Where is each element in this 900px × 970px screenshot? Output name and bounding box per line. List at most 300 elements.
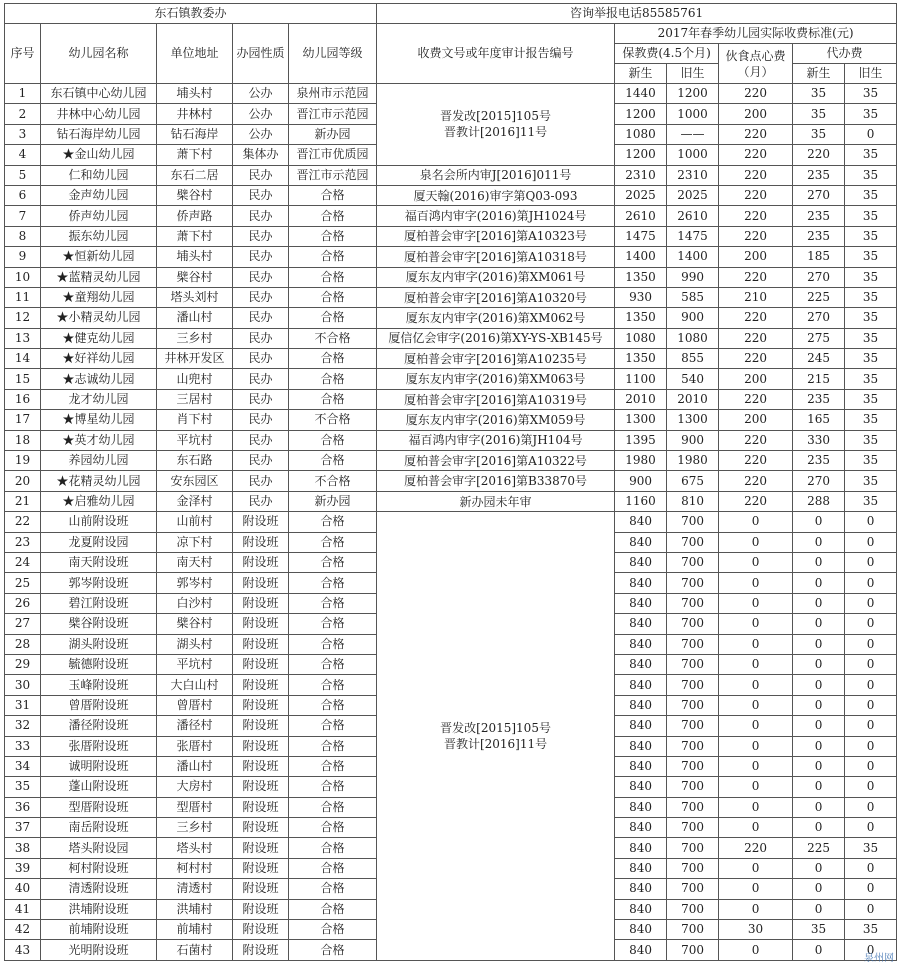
- address: 埔头村: [157, 247, 233, 267]
- row-number: 21: [5, 491, 41, 511]
- fee-document: 厦柏普会审字[2016]第A10322号: [377, 451, 615, 471]
- care-fee-new: 1100: [615, 369, 667, 389]
- care-fee-old: 700: [667, 716, 719, 736]
- meal-fee: 0: [719, 940, 793, 960]
- agent-fee-old: 35: [845, 328, 897, 348]
- agent-fee-new: 270: [793, 267, 845, 287]
- address: 山前村: [157, 512, 233, 532]
- nature: 附设班: [233, 736, 289, 756]
- kindergarten-name: 诚明附设班: [41, 756, 157, 776]
- agent-fee-new: 0: [793, 899, 845, 919]
- care-fee-new: 840: [615, 532, 667, 552]
- agent-fee-new: 215: [793, 369, 845, 389]
- meal-fee: 0: [719, 593, 793, 613]
- agent-fee-new: 35: [793, 920, 845, 940]
- nature: 民办: [233, 185, 289, 205]
- agent-fee-old: 35: [845, 287, 897, 307]
- row-number: 24: [5, 552, 41, 572]
- agent-fee-old: 35: [845, 920, 897, 940]
- row-number: 26: [5, 593, 41, 613]
- meal-fee: 0: [719, 899, 793, 919]
- meal-fee: 0: [719, 797, 793, 817]
- kindergarten-name: 侨声幼儿园: [41, 206, 157, 226]
- address: 三乡村: [157, 818, 233, 838]
- level: 合格: [289, 920, 377, 940]
- address: 白沙村: [157, 593, 233, 613]
- agent-fee-new: 330: [793, 430, 845, 450]
- row-number: 37: [5, 818, 41, 838]
- table-row: [5, 308, 897, 328]
- care-fee-new: 840: [615, 552, 667, 572]
- agent-fee-new: 225: [793, 287, 845, 307]
- care-fee-old: 700: [667, 858, 719, 878]
- care-fee-new: 2610: [615, 206, 667, 226]
- kindergarten-name: 南岳附设班: [41, 818, 157, 838]
- care-fee-old: 1000: [667, 104, 719, 124]
- nature: 民办: [233, 328, 289, 348]
- agent-fee-new: 0: [793, 736, 845, 756]
- care-fee-old: 700: [667, 797, 719, 817]
- agent-fee-old: 0: [845, 552, 897, 572]
- care-fee-new: 1080: [615, 328, 667, 348]
- col-header-care-new: 新生: [615, 64, 667, 84]
- kindergarten-name: 井林中心幼儿园: [41, 104, 157, 124]
- fee-document: 泉名会所内审J[2016]011号: [377, 165, 615, 185]
- care-fee-new: 840: [615, 654, 667, 674]
- care-fee-new: 840: [615, 920, 667, 940]
- level: 合格: [289, 818, 377, 838]
- care-fee-old: 810: [667, 491, 719, 511]
- row-number: 29: [5, 654, 41, 674]
- kindergarten-name: 蓬山附设班: [41, 777, 157, 797]
- office-name: 东石镇教委办: [5, 4, 377, 24]
- address: 洪埔村: [157, 899, 233, 919]
- agent-fee-old: 0: [845, 512, 897, 532]
- kindergarten-name: 东石镇中心幼儿园: [41, 84, 157, 104]
- care-fee-old: ——: [667, 124, 719, 144]
- kindergarten-name: 山前附设班: [41, 512, 157, 532]
- care-fee-new: 840: [615, 858, 667, 878]
- meal-fee: 0: [719, 695, 793, 715]
- address: 东石路: [157, 451, 233, 471]
- fee-document: 厦柏普会审字[2016]第A10235号: [377, 349, 615, 369]
- level: 合格: [289, 716, 377, 736]
- address: 萧下村: [157, 145, 233, 165]
- kindergarten-name: 玉峰附设班: [41, 675, 157, 695]
- agent-fee-old: 35: [845, 349, 897, 369]
- care-fee-new: 1300: [615, 410, 667, 430]
- care-fee-new: 1475: [615, 226, 667, 246]
- care-fee-old: 700: [667, 838, 719, 858]
- care-fee-old: 700: [667, 634, 719, 654]
- row-number: 42: [5, 920, 41, 940]
- address: 肖下村: [157, 410, 233, 430]
- care-fee-old: 1475: [667, 226, 719, 246]
- nature: 附设班: [233, 593, 289, 613]
- agent-fee-old: 35: [845, 369, 897, 389]
- care-fee-old: 2025: [667, 185, 719, 205]
- level: 晋江市示范园: [289, 165, 377, 185]
- care-fee-old: 700: [667, 756, 719, 776]
- agent-fee-new: 165: [793, 410, 845, 430]
- kindergarten-name: 毓德附设班: [41, 654, 157, 674]
- address: 塔头村: [157, 838, 233, 858]
- row-number: 19: [5, 451, 41, 471]
- fee-standard-title: 2017年春季幼儿园实际收费标准(元): [615, 24, 897, 44]
- care-fee-new: 840: [615, 593, 667, 613]
- meal-fee: 220: [719, 308, 793, 328]
- agent-fee-old: 0: [845, 124, 897, 144]
- level: 合格: [289, 185, 377, 205]
- meal-fee: 220: [719, 165, 793, 185]
- care-fee-new: 1350: [615, 267, 667, 287]
- row-number: 1: [5, 84, 41, 104]
- address: 郭岑村: [157, 573, 233, 593]
- nature: 附设班: [233, 614, 289, 634]
- table-row: [5, 512, 897, 532]
- care-fee-new: 930: [615, 287, 667, 307]
- agent-fee-old: 35: [845, 104, 897, 124]
- fee-document: 晋发改[2015]105号 晋教计[2016]11号: [377, 84, 615, 166]
- address: 埔头村: [157, 84, 233, 104]
- fee-document: 厦东友内审字(2016)第XM062号: [377, 308, 615, 328]
- care-fee-new: 840: [615, 716, 667, 736]
- address: 曾厝村: [157, 695, 233, 715]
- table-row: [5, 328, 897, 348]
- level: 合格: [289, 695, 377, 715]
- address: 平坑村: [157, 430, 233, 450]
- kindergarten-name: ★金山幼儿园: [41, 145, 157, 165]
- agent-fee-old: 0: [845, 756, 897, 776]
- care-fee-old: 700: [667, 614, 719, 634]
- agent-fee-new: 0: [793, 777, 845, 797]
- col-header-level: 幼儿园等级: [289, 24, 377, 84]
- agent-fee-old: 35: [845, 451, 897, 471]
- agent-fee-old: 0: [845, 879, 897, 899]
- care-fee-old: 1200: [667, 84, 719, 104]
- address: 前埔村: [157, 920, 233, 940]
- agent-fee-new: 220: [793, 145, 845, 165]
- nature: 民办: [233, 287, 289, 307]
- care-fee-new: 1440: [615, 84, 667, 104]
- site-logo: 泉州网: [864, 953, 894, 964]
- care-fee-new: 2310: [615, 165, 667, 185]
- table-row: [5, 471, 897, 491]
- meal-fee: 200: [719, 410, 793, 430]
- row-number: 4: [5, 145, 41, 165]
- nature: 公办: [233, 124, 289, 144]
- row-number: 9: [5, 247, 41, 267]
- care-fee-new: 840: [615, 675, 667, 695]
- table-row: [5, 430, 897, 450]
- meal-fee: 0: [719, 736, 793, 756]
- care-fee-old: 700: [667, 818, 719, 838]
- agent-fee-new: 185: [793, 247, 845, 267]
- kindergarten-name: ★小精灵幼儿园: [41, 308, 157, 328]
- agent-fee-new: 0: [793, 593, 845, 613]
- table-row: [5, 389, 897, 409]
- level: 合格: [289, 287, 377, 307]
- fee-document: 福百鸿内审字(2016)第JH104号: [377, 430, 615, 450]
- agent-fee-old: 35: [845, 308, 897, 328]
- row-number: 27: [5, 614, 41, 634]
- meal-fee: 0: [719, 573, 793, 593]
- agent-fee-new: 270: [793, 185, 845, 205]
- col-header-nature: 办园性质: [233, 24, 289, 84]
- agent-fee-new: 0: [793, 940, 845, 960]
- fee-document: 厦柏普会审字[2016]第B33870号: [377, 471, 615, 491]
- care-fee-new: 840: [615, 634, 667, 654]
- fee-document: 厦柏普会审字[2016]第A10319号: [377, 389, 615, 409]
- table-row: [5, 287, 897, 307]
- meal-fee: 220: [719, 124, 793, 144]
- agent-fee-old: 35: [845, 430, 897, 450]
- agent-fee-old: 0: [845, 695, 897, 715]
- agent-fee-old: 35: [845, 389, 897, 409]
- care-fee-old: 700: [667, 552, 719, 572]
- agent-fee-new: 0: [793, 879, 845, 899]
- meal-fee: 0: [719, 614, 793, 634]
- care-fee-old: 700: [667, 654, 719, 674]
- agent-fee-new: 35: [793, 84, 845, 104]
- care-fee-old: 700: [667, 899, 719, 919]
- fee-table: [4, 3, 897, 961]
- care-fee-old: 700: [667, 573, 719, 593]
- level: 不合格: [289, 471, 377, 491]
- nature: 民办: [233, 389, 289, 409]
- address: 井林开发区: [157, 349, 233, 369]
- agent-fee-new: 0: [793, 756, 845, 776]
- meal-fee: 220: [719, 267, 793, 287]
- meal-fee: 220: [719, 349, 793, 369]
- care-fee-new: 900: [615, 471, 667, 491]
- address: 山兜村: [157, 369, 233, 389]
- row-number: 15: [5, 369, 41, 389]
- meal-fee: 220: [719, 838, 793, 858]
- meal-fee: 0: [719, 716, 793, 736]
- row-number: 2: [5, 104, 41, 124]
- hotline: 咨询举报电话85585761: [377, 4, 897, 24]
- care-fee-new: 840: [615, 777, 667, 797]
- table-row: [5, 84, 897, 104]
- agent-fee-new: 0: [793, 858, 845, 878]
- table-row: [5, 369, 897, 389]
- col-header-name: 幼儿园名称: [41, 24, 157, 84]
- kindergarten-name: 曾厝附设班: [41, 695, 157, 715]
- level: 合格: [289, 512, 377, 532]
- care-fee-new: 840: [615, 695, 667, 715]
- level: 合格: [289, 532, 377, 552]
- care-fee-old: 2610: [667, 206, 719, 226]
- agent-fee-new: 0: [793, 512, 845, 532]
- care-fee-old: 1400: [667, 247, 719, 267]
- meal-fee: 220: [719, 185, 793, 205]
- row-number: 5: [5, 165, 41, 185]
- care-fee-new: 1200: [615, 104, 667, 124]
- level: 合格: [289, 838, 377, 858]
- fee-document: 厦信亿会审字(2016)第XY-YS-XB145号: [377, 328, 615, 348]
- care-fee-old: 585: [667, 287, 719, 307]
- meal-fee: 0: [719, 858, 793, 878]
- fee-document: 厦柏普会审字[2016]第A10320号: [377, 287, 615, 307]
- care-fee-new: 840: [615, 512, 667, 532]
- level: 合格: [289, 736, 377, 756]
- kindergarten-name: 潘径附设班: [41, 716, 157, 736]
- level: 合格: [289, 206, 377, 226]
- meal-fee: 0: [719, 756, 793, 776]
- row-number: 28: [5, 634, 41, 654]
- row-number: 7: [5, 206, 41, 226]
- care-fee-old: 675: [667, 471, 719, 491]
- care-fee-new: 840: [615, 838, 667, 858]
- care-fee-old: 2310: [667, 165, 719, 185]
- kindergarten-name: ★英才幼儿园: [41, 430, 157, 450]
- nature: 民办: [233, 165, 289, 185]
- agent-fee-old: 0: [845, 654, 897, 674]
- meal-fee: 0: [719, 879, 793, 899]
- agent-fee-new: 0: [793, 634, 845, 654]
- meal-fee: 220: [719, 471, 793, 491]
- agent-fee-new: 0: [793, 675, 845, 695]
- agent-fee-old: 35: [845, 267, 897, 287]
- level: 合格: [289, 226, 377, 246]
- table-row: [5, 185, 897, 205]
- nature: 附设班: [233, 756, 289, 776]
- care-fee-new: 1160: [615, 491, 667, 511]
- agent-fee-old: 0: [845, 858, 897, 878]
- kindergarten-name: 前埔附设班: [41, 920, 157, 940]
- row-number: 36: [5, 797, 41, 817]
- address: 张厝村: [157, 736, 233, 756]
- nature: 附设班: [233, 716, 289, 736]
- meal-fee: 220: [719, 389, 793, 409]
- agent-fee-new: 35: [793, 124, 845, 144]
- meal-fee: 220: [719, 226, 793, 246]
- care-fee-new: 1980: [615, 451, 667, 471]
- care-fee-old: 700: [667, 593, 719, 613]
- table-row: [5, 226, 897, 246]
- kindergarten-name: 张厝附设班: [41, 736, 157, 756]
- address: 三居村: [157, 389, 233, 409]
- address: 凉下村: [157, 532, 233, 552]
- nature: 附设班: [233, 940, 289, 960]
- row-number: 6: [5, 185, 41, 205]
- meal-fee: 0: [719, 777, 793, 797]
- row-number: 34: [5, 756, 41, 776]
- agent-fee-old: 0: [845, 818, 897, 838]
- kindergarten-name: 光明附设班: [41, 940, 157, 960]
- agent-fee-old: 0: [845, 797, 897, 817]
- care-fee-old: 700: [667, 940, 719, 960]
- care-fee-old: 1000: [667, 145, 719, 165]
- agent-fee-new: 0: [793, 614, 845, 634]
- address: 清透村: [157, 879, 233, 899]
- care-fee-old: 900: [667, 308, 719, 328]
- address: 平坑村: [157, 654, 233, 674]
- kindergarten-name: ★童翔幼儿园: [41, 287, 157, 307]
- agent-fee-new: 235: [793, 451, 845, 471]
- kindergarten-name: 龙才幼儿园: [41, 389, 157, 409]
- meal-fee: 0: [719, 634, 793, 654]
- row-number: 12: [5, 308, 41, 328]
- agent-fee-new: 245: [793, 349, 845, 369]
- kindergarten-name: 金声幼儿园: [41, 185, 157, 205]
- agent-fee-old: 0: [845, 634, 897, 654]
- agent-fee-new: 235: [793, 389, 845, 409]
- level: 合格: [289, 940, 377, 960]
- nature: 附设班: [233, 654, 289, 674]
- level: 不合格: [289, 410, 377, 430]
- nature: 附设班: [233, 634, 289, 654]
- care-fee-old: 1080: [667, 328, 719, 348]
- care-fee-new: 840: [615, 736, 667, 756]
- row-number: 33: [5, 736, 41, 756]
- meal-fee: 220: [719, 206, 793, 226]
- kindergarten-name: 型厝附设班: [41, 797, 157, 817]
- nature: 民办: [233, 349, 289, 369]
- row-number: 13: [5, 328, 41, 348]
- meal-fee: 220: [719, 145, 793, 165]
- table-row: [5, 247, 897, 267]
- level: 合格: [289, 593, 377, 613]
- address: 檗谷村: [157, 267, 233, 287]
- row-number: 3: [5, 124, 41, 144]
- address: 柯村村: [157, 858, 233, 878]
- address: 檗谷村: [157, 185, 233, 205]
- care-fee-old: 990: [667, 267, 719, 287]
- care-fee-old: 700: [667, 512, 719, 532]
- nature: 民办: [233, 369, 289, 389]
- agent-fee-old: 0: [845, 573, 897, 593]
- level: 合格: [289, 308, 377, 328]
- agent-fee-new: 0: [793, 818, 845, 838]
- nature: 附设班: [233, 797, 289, 817]
- row-number: 41: [5, 899, 41, 919]
- level: 合格: [289, 654, 377, 674]
- care-fee-new: 840: [615, 899, 667, 919]
- row-number: 14: [5, 349, 41, 369]
- address: 潘山村: [157, 308, 233, 328]
- level: 合格: [289, 552, 377, 572]
- level: 晋江市示范园: [289, 104, 377, 124]
- agent-fee-old: 35: [845, 491, 897, 511]
- agent-fee-new: 235: [793, 206, 845, 226]
- nature: 附设班: [233, 532, 289, 552]
- meal-fee: 0: [719, 654, 793, 674]
- address: 三乡村: [157, 328, 233, 348]
- nature: 附设班: [233, 573, 289, 593]
- level: 合格: [289, 247, 377, 267]
- agent-fee-old: 0: [845, 940, 897, 960]
- row-number: 8: [5, 226, 41, 246]
- address: 大白山村: [157, 675, 233, 695]
- care-fee-old: 700: [667, 532, 719, 552]
- kindergarten-name: 碧江附设班: [41, 593, 157, 613]
- care-fee-new: 1350: [615, 349, 667, 369]
- fee-document: 厦柏普会审字[2016]第A10323号: [377, 226, 615, 246]
- agent-fee-new: 35: [793, 104, 845, 124]
- row-number: 43: [5, 940, 41, 960]
- kindergarten-name: 钻石海岸幼儿园: [41, 124, 157, 144]
- agent-fee-old: 35: [845, 471, 897, 491]
- meal-fee: 210: [719, 287, 793, 307]
- col-header-care-fee: 保教费(4.5个月): [615, 44, 719, 64]
- meal-fee: 220: [719, 328, 793, 348]
- row-number: 18: [5, 430, 41, 450]
- kindergarten-name: 塔头附设园: [41, 838, 157, 858]
- row-number: 40: [5, 879, 41, 899]
- agent-fee-old: 0: [845, 593, 897, 613]
